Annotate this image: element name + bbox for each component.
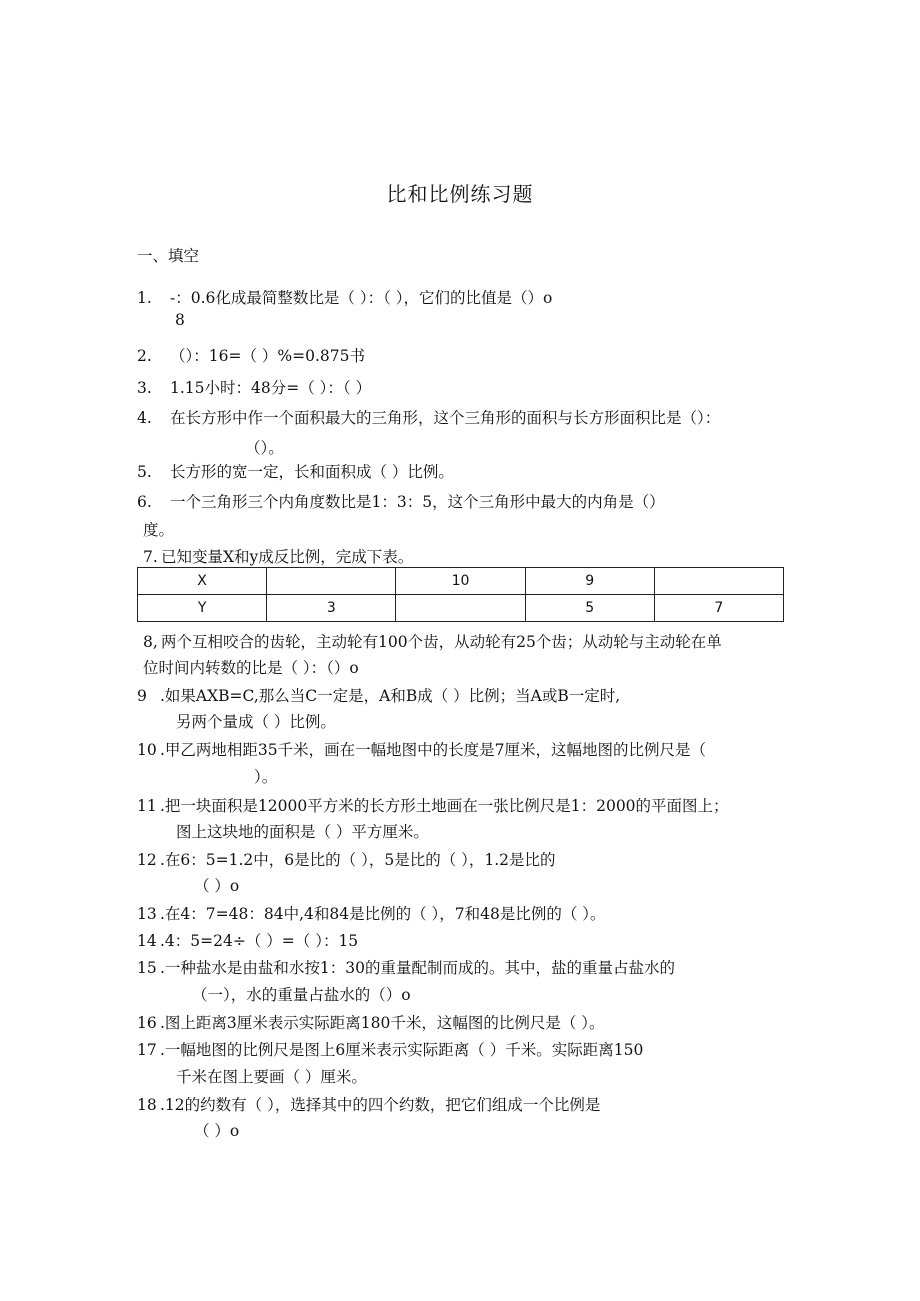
item-7-number: 7. [143, 548, 158, 566]
item-2-line-1: （）：16=（ ）%=0.875书 [170, 347, 365, 365]
item-8-number: 8, [143, 633, 158, 651]
item-3-number: 3. [137, 379, 152, 397]
item-11-number: 11 [137, 797, 157, 815]
item-18-line-1: .12的约数有（ ），选择其中的四个约数，把它们组成一个比例是 [160, 1096, 601, 1114]
item-8-line-1: 两个互相咬合的齿轮，主动轮有100个齿，从动轮有25个齿；从动轮与主动轮在单 [161, 633, 722, 651]
item-4-line-1: 在长方形中作一个面积最大的三角形，这个三角形的面积与长方形面积比是（）： [170, 409, 721, 427]
item-1-number: 1. [137, 289, 152, 307]
item-16-line-1: .图上距离3厘米表示实际距离180千米，这幅图的比例尺是（ ）。 [160, 1014, 605, 1032]
item-14-line-1: .4：5=24÷（ ）=（ ）：15 [160, 932, 359, 950]
item-18-number: 18 [137, 1096, 157, 1114]
item-17-line-2: 千米在图上要画（ ）厘米。 [176, 1068, 367, 1086]
item-8-line-2: 位时间内转数的比是（ ）：（）o [143, 659, 359, 677]
item-17-line-1: .一幅地图的比例尺是图上6厘米表示实际距离（ ）千米。实际距离150 [160, 1041, 644, 1059]
item-17-number: 17 [137, 1041, 157, 1059]
item-18-line-2: （ ）o [194, 1122, 240, 1140]
item-11-line-1: .把一块面积是12000平方米的长方形土地画在一张比例尺是1：2000的平面图上； [160, 797, 729, 815]
item-14-number: 14 [137, 932, 157, 950]
table-row [138, 568, 784, 595]
table-cell: X [138, 568, 267, 595]
table-row [138, 595, 784, 622]
table-cell: 5 [525, 595, 654, 622]
item-10-number: 10 [137, 741, 157, 759]
item-12-number: 12 [137, 851, 157, 869]
table-cell: 10 [396, 568, 525, 595]
item-12-line-1: .在6：5=1.2中，6是比的（ ），5是比的（ ），1.2是比的 [160, 851, 556, 869]
item-1-line-1: -：0.6化成最简整数比是（ ）：（ ），它们的比值是（）o [170, 289, 553, 307]
item-5-number: 5. [137, 463, 152, 481]
table-cell: Y [138, 595, 267, 622]
table-cell [654, 568, 783, 595]
table-cell: 3 [267, 595, 396, 622]
item-6-number: 6. [137, 493, 152, 511]
item-15-number: 15 [137, 959, 157, 977]
item-13-number: 13 [137, 905, 157, 923]
item-4-line-2: （）。 [245, 439, 284, 457]
item-2-number: 2. [137, 347, 152, 365]
table-cell [396, 595, 525, 622]
table-cell: 9 [525, 568, 654, 595]
item-16-number: 16 [137, 1014, 157, 1032]
item-15-line-1: .一种盐水是由盐和水按1：30的重量配制而成的。其中，盐的重量占盐水的 [160, 959, 676, 977]
item-4-number: 4. [137, 409, 152, 427]
item-5-line-1: 长方形的宽一定，长和面积成（ ）比例。 [170, 463, 454, 481]
item-9-line-2: 另两个量成（ ）比例。 [176, 713, 336, 731]
xy-table [137, 567, 784, 622]
item-12-line-2: （ ）o [194, 877, 240, 895]
page-title: 比和比例练习题 [386, 182, 534, 206]
item-11-line-2: 图上这块地的面积是（ ）平方厘米。 [176, 823, 429, 841]
table-cell [267, 568, 396, 595]
item-15-line-2: （一），水的重量占盐水的（）o [192, 986, 411, 1004]
item-6-line-1: 一个三角形三个内角度数比是1：3：5，这个三角形中最大的内角是（） [170, 493, 665, 511]
item-6-line-2: 度。 [143, 521, 175, 539]
table-cell: 7 [654, 595, 783, 622]
item-3-line-1: 1.15小时：48分=（ ）：（ ） [170, 379, 372, 397]
item-9-number: 9 [137, 687, 147, 705]
item-7-line-1: 已知变量X和y成反比例，完成下表。 [161, 548, 414, 566]
section-heading: 一、填空 [137, 247, 200, 265]
item-10-line-1: .甲乙两地相距35千米，画在一幅地图中的长度是7厘米，这幅地图的比例尺是（ [160, 741, 707, 759]
item-1-line-2: 8 [175, 311, 185, 329]
item-13-line-1: .在4：7=48：84中,4和84是比例的（ ），7和48是比例的（ ）。 [160, 905, 606, 923]
item-10-line-2: ）。 [254, 768, 278, 786]
item-9-line-1: .如果AXB=C,那么当C一定是，A和B成（ ）比例；当A或B一定时, [160, 687, 621, 705]
